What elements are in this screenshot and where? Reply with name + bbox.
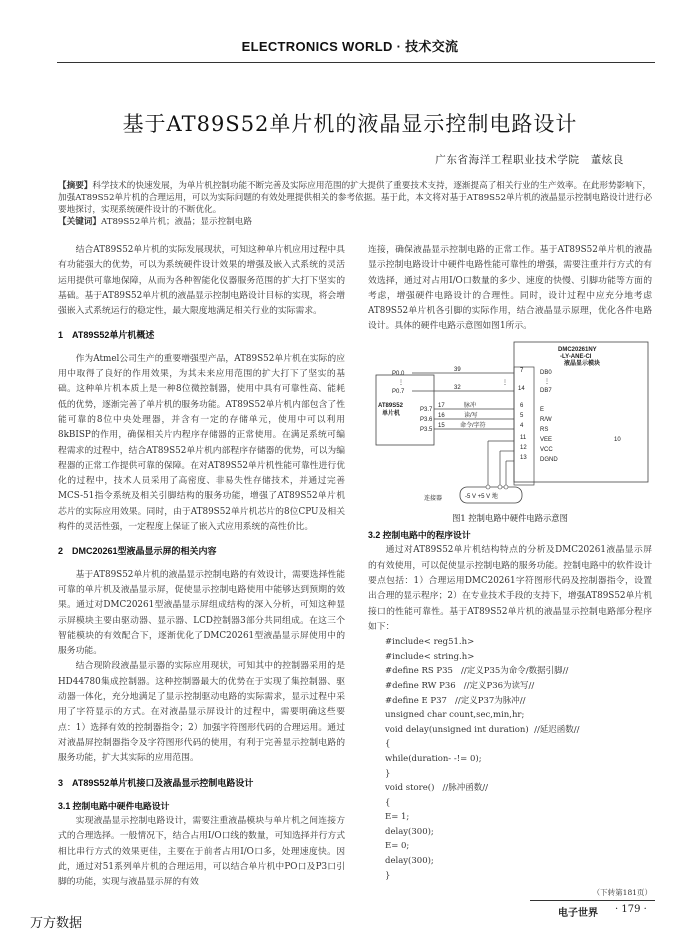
mcu-num-15: 15 [438,422,445,429]
code-listing [368,635,652,883]
port-p07: P0.7 [392,388,405,395]
section-3-1-paragraph: 实现液晶显示控制电路设计，需要注重液晶模块与单片机之间连接方式的合理选择。一般情况下，结合占用I/O口线的数量，可知选择并行方式相比串行方式的效果更佳，主要在于前者占用I/O口多，处理速度快。因此，通过对51系列单片机的合理运用，可以结合单片机中PO口及P3口引脚的功能，实现与液晶显示屏的有效 [58,816,345,888]
code-line: delay(300); [385,856,434,867]
lcd-pin-vcc: VCC [540,446,553,453]
section-3-2-title: 3.2 控制电路中的程序设计 [368,530,471,541]
lcd-label-2: -LY-ANE-CI [560,353,592,360]
pin-39: 39 [454,366,461,373]
section-3-1-title: 3.1 控制电路中硬件电路设计 [58,800,170,811]
code-line: void store() //脉冲函数// [385,783,488,794]
lcd-pin-num-db0: 7 [520,367,524,374]
right-column [368,243,652,901]
continued-paragraph: 连接，确保液晶显示控制电路的正常工作。基于AT89S52单片机的液晶显示控制电路设计中硬件电路性能可靠性的增强，需要注重并行方式的有效选择，通过对占用I/O口数量的多少、速度的快慢、引脚功能等方面的考虑，增强硬件电路设计的合理性。同时，设计过程中应充分地考虑AT89S52单片机各引脚的实际作用，结合液晶显示原理，优化各件电路设计。具体的硬件电路示意图如图1所示。 [368,245,652,332]
code-line: void delay(unsigned int duration) //延迟函数// [385,724,580,735]
connector-label: 连接器 [424,495,443,502]
section-1-title: 1 AT89S52单片机概述 [58,330,155,341]
circuit-figure [368,337,652,507]
code-line: #include< string.h> [385,651,475,662]
lcd-pin-rw: R/W [540,416,552,423]
mcu-num-17: 17 [438,402,445,409]
code-line: E= 1; [385,812,410,823]
intro-paragraph: 结合AT89S52单片机的实际发展现状，可知这种单片机应用过程中具有功能强大的优势，可以为系统硬件设计效果的增强及嵌入式系统的灵活运用提供可靠地保障，从而为各种智能化仪器服务范围的扩大打下坚实的基础。基于AT89S52单片机的液晶显示控制电路设计目标的实现，将会增强嵌入式系统运行的稳定性，最大限度地满足相关行业的实际需求。 [58,245,345,317]
abstract-block [58,180,654,228]
watermark: 万方数据 [30,915,83,930]
code-line: } [385,768,391,779]
pin-32: 32 [454,384,461,391]
signal-cmd: 命令/字符 [460,422,486,429]
signal-rw: 读/写 [464,412,478,419]
mcu-pin-p36: P3.6 [420,416,433,423]
mcu-pin-p35: P3.5 [420,426,433,433]
mcu-label-2: 单片机 [382,410,401,417]
mcu-num-16: 16 [438,412,445,419]
section-1-paragraph: 作为Atmel公司生产的重要增强型产品，AT89S52单片机在实际的应用中取得了良好的作用效果，为其未来应用范围的扩大打下了坚实的基础。这种单片机本质上是一种8位微控制器，使用中具有可靠性高、能耗低的优势，逐渐完善了单片机的服务功能。AT89S52单片机内部包含了性能可靠的8位中央处理器，并含有一定的存储单元，使用中可以利用8kBISP的作用，确保相关片内程序存储器的正常使用。在满足系统可编程需求的过程中，结合AT89S52单片机内部程序存储器的优势，可以为编程器的正常工作提供可靠的保障。在对AT89S52单片机性能可靠性进行优化的过程中，技术人员采用了高密度、非易失性存储技术，并通过完善MCS-51指令系统及相关引脚结构的服务功能，增强了AT89S52单片机芯片的实际应用效果。同时，由于AT89S52单片机芯片的8位CPU及相关构件的灵活性强，一定程度上保证了嵌入式应用系统的高性价比。 [58,353,345,533]
section-2-paragraph-2: 结合现阶段液晶显示器的实际应用现状，可知其中的控制器采用的是HD44780集成控制器。这种控制器最大的优势在于实现了集控制器、驱动器一体化，充分地满足了显示控制驱动电路的实际需求，显示过程中采用了字符显示的方式。在对液晶显示屏设计的过程中，需要明确这些要点：1）选择有效的控制器指令；2）加强字符图形代码的合理运用。通过对液晶屏控制器指令及字符图形代码的使用，有利于完善显示控制电路的服务功能，扩大其实际的应用范围。 [58,661,345,764]
section-2-paragraph-1: 基于AT89S52单片机的液晶显示控制电路的有效设计，需要选择性能可靠的单片机及液晶显示屏，促使显示控制电路使用中能够达到预期的效果。通过对DMC20261型液晶显示屏组成结构的深入分析，可知这种显示屏模块主要由驱动器、显示器、LCD控制器3部分共同组成。在这三个智能模块的有效配合下，逐渐优化了DMC20261型液晶显示屏使用中的服务功能。 [58,569,345,657]
abstract-label: 【摘要】 [58,181,93,191]
header-rule [57,62,655,63]
lcd-pin-vee: VEE [540,436,553,443]
keywords-label: 【关键词】 [58,217,101,227]
pin-10: 10 [614,436,621,443]
code-line: E= 0; [385,841,410,852]
lcd-pin-e: E [540,406,545,413]
lcd-label-1: DMC20261NY [558,346,597,353]
lcd-pin-num-e: 6 [520,402,524,409]
code-line: delay(300); [385,826,434,837]
code-line: #define E P37 //定义P37为脉冲// [385,695,526,706]
code-line: { [385,739,391,750]
article-author: 广东省海洋工程职业技术学院 董炫良 [435,154,624,166]
lcd-pin-num-rw: 5 [520,412,524,419]
code-line: { [385,797,391,808]
continued-note: （下转第181页） [592,888,652,898]
lcd-pin-rs: RS [540,426,549,433]
section-2-title: 2 DMC20261型液晶显示屏的相关内容 [58,546,217,557]
code-line: #define RW P36 //定义P36为读写// [385,680,535,691]
section-3-title: 3 AT89S52单片机接口及液晶显示控制电路设计 [58,777,254,788]
mcu-pin-p37: P3.7 [420,406,433,413]
lcd-pin-num-rs: 4 [520,422,524,429]
connector-pins: -5 V +5 V 地 [465,493,498,500]
lcd-pin-num-db7: 14 [518,385,525,392]
footer-rule [530,900,655,901]
code-line: unsigned char count,sec,min,hr; [385,710,525,721]
dots-lcd: ⋮ [544,378,550,385]
port-p00: P0.0 [392,370,405,377]
mcu-label-1: AT89S52 [378,402,403,409]
dots-right: ⋮ [502,379,508,386]
dots-left: ⋮ [398,379,404,386]
lcd-pin-dgnd: DGND [540,456,558,463]
figure-caption: 图1 控制电路中硬件电路示意图 [452,512,568,523]
footer-journal: 电子世界 [558,908,598,919]
signal-pulse: 脉冲 [464,402,477,409]
pin-13: 13 [520,454,527,461]
lcd-label-3: 液晶显示模块 [564,360,601,367]
code-line: #define RS P35 //定义P35为命令/数据引脚// [385,666,569,677]
page-number: · 179 · [615,904,647,915]
code-line: while(duration- -!= 0); [385,753,482,764]
code-line: #include< reg51.h> [385,637,475,648]
section-3-2-paragraph: 通过对AT89S52单片机结构特点的分析及DMC20261液晶显示屏的有效使用，可以促使显示控制电路的服务功能。控制电路中的软件设计要点包括：1）合理运用DMC20261字符图形代码及控制器指令，设置出合理的显示程序；2）在专业技术手段的支持下，增强AT89S52单片机接口的性能可靠性。基于AT89S52单片机的液晶显示控制电路部分程序如下： [368,545,652,632]
keywords-text: AT89S52单片机；液晶；显示控制电路 [100,217,252,227]
journal-header: ELECTRONICS WORLD · 技术交流 [241,39,459,54]
abstract-text: 科学技术的快速发展，为单片机控制功能不断完善及实际应用范围的扩大提供了重要技术支持，逐渐提高了相关行业的生产效率。在此形势影响下，加强AT89S52单片机的合理运用，可以为实际问题的有效处理提供相关的参考依据。基于此，本文将对基于AT89S52单片机的液晶显示控制电路设计进行必要地探讨，实现系统硬件设计的不断优化。 [58,181,653,215]
circuit-diagram [368,337,652,507]
code-line: } [385,870,391,881]
lcd-pin-db7: DB7 [540,387,552,394]
pin-12: 12 [520,444,527,451]
lcd-pin-db0: DB0 [540,369,552,376]
left-column [58,243,345,891]
article-title: 基于AT89S52单片机的液晶显示控制电路设计 [122,112,578,136]
pin-11: 11 [520,434,527,441]
